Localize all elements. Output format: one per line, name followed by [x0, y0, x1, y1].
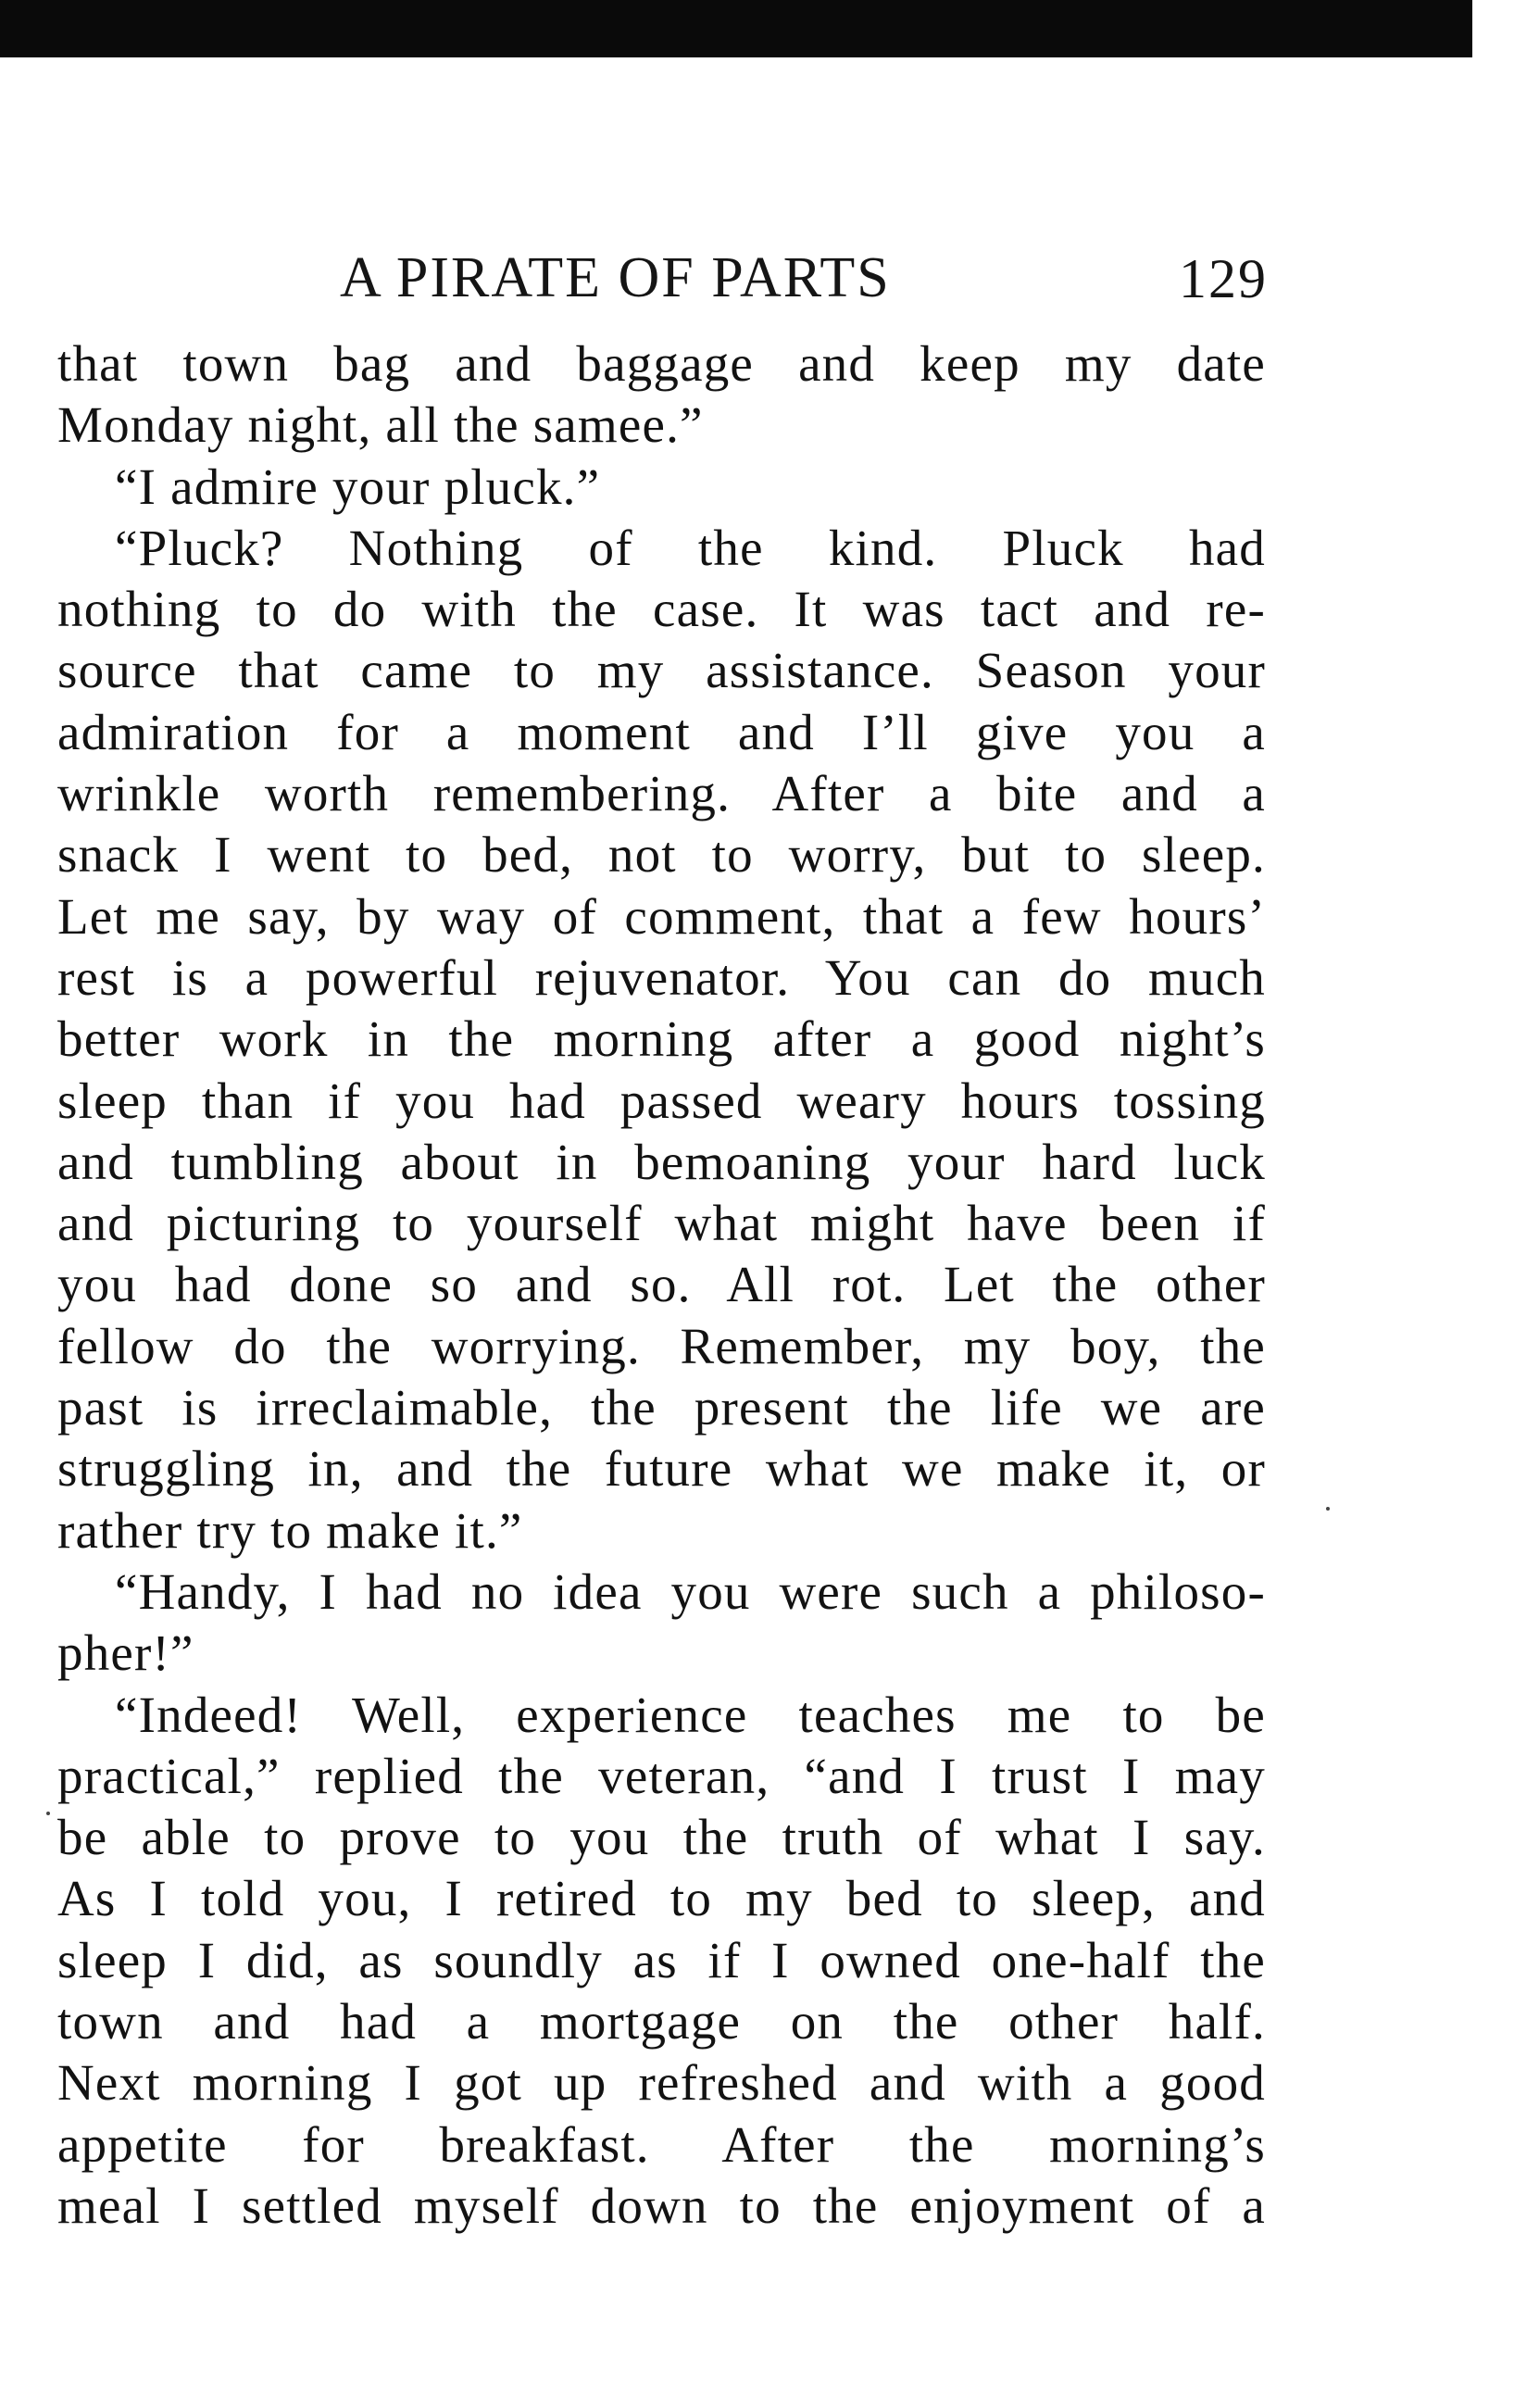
text-line: appetite for breakfast. After the morning’s	[57, 2115, 1266, 2173]
text-line: snack I went to bed, not to worry, but to sleep.	[57, 826, 1266, 884]
text-line: meal I settled myself down to the enjoyment of a	[57, 2176, 1266, 2234]
text-line: Let me say, by way of comment, that a few hours’	[57, 887, 1266, 945]
running-head	[57, 245, 1266, 333]
page-number: 129	[1179, 248, 1268, 309]
scan-speck	[46, 1812, 50, 1815]
text-line: that town bag and baggage and keep my date	[57, 335, 1266, 392]
text-line: “Pluck? Nothing of the kind. Pluck had	[115, 519, 1266, 576]
text-line: Next morning I got up refreshed and with a good	[57, 2054, 1266, 2112]
scan-speck	[1326, 1507, 1330, 1511]
text-line: and picturing to yourself what might have been if	[57, 1195, 1266, 1252]
text-line: fellow do the worrying. Remember, my boy, the	[57, 1317, 1266, 1374]
text-line: and tumbling about in bemoaning your hard luck	[57, 1133, 1266, 1190]
text-line: sleep I did, as soundly as if I owned one-half the	[57, 1931, 1266, 1988]
text-line: pher!”	[57, 1624, 194, 1682]
text-line: sleep than if you had passed weary hours tossing	[57, 1072, 1266, 1129]
book-page	[57, 245, 1266, 2237]
text-line: admiration for a moment and I’ll give you a	[57, 703, 1266, 760]
text-line: “Handy, I had no idea you were such a philoso-	[115, 1562, 1266, 1620]
text-line: practical,” replied the veteran, “and I trust I may	[57, 1747, 1266, 1804]
body-text	[57, 333, 1266, 2237]
text-line: As I told you, I retired to my bed to sleep, and	[57, 1870, 1266, 1927]
text-line: struggling in, and the future what we make it, or	[57, 1440, 1266, 1498]
text-line: you had done so and so. All rot. Let the other	[57, 1256, 1266, 1313]
text-line: past is irreclaimable, the present the life we are	[57, 1379, 1266, 1436]
text-line: source that came to my assistance. Season your	[57, 642, 1266, 699]
text-line: Monday night, all the samee.”	[57, 396, 704, 454]
text-line: rest is a powerful rejuvenator. You can do much	[57, 948, 1266, 1006]
text-line: “I admire your pluck.”	[115, 458, 601, 515]
text-line: be able to prove to you the truth of what I say.	[57, 1809, 1266, 1866]
running-title: A PIRATE OF PARTS	[340, 246, 891, 309]
scan-edge-bar	[0, 0, 1472, 57]
text-line: rather try to make it.”	[57, 1501, 523, 1559]
text-line: town and had a mortgage on the other half.	[57, 1993, 1266, 2051]
text-line: “Indeed! Well, experience teaches me to be	[115, 1686, 1266, 1743]
text-line: wrinkle worth remembering. After a bite and a	[57, 765, 1266, 822]
text-line: better work in the morning after a good night’s	[57, 1010, 1266, 1068]
text-line: nothing to do with the case. It was tact and re-	[57, 581, 1266, 638]
